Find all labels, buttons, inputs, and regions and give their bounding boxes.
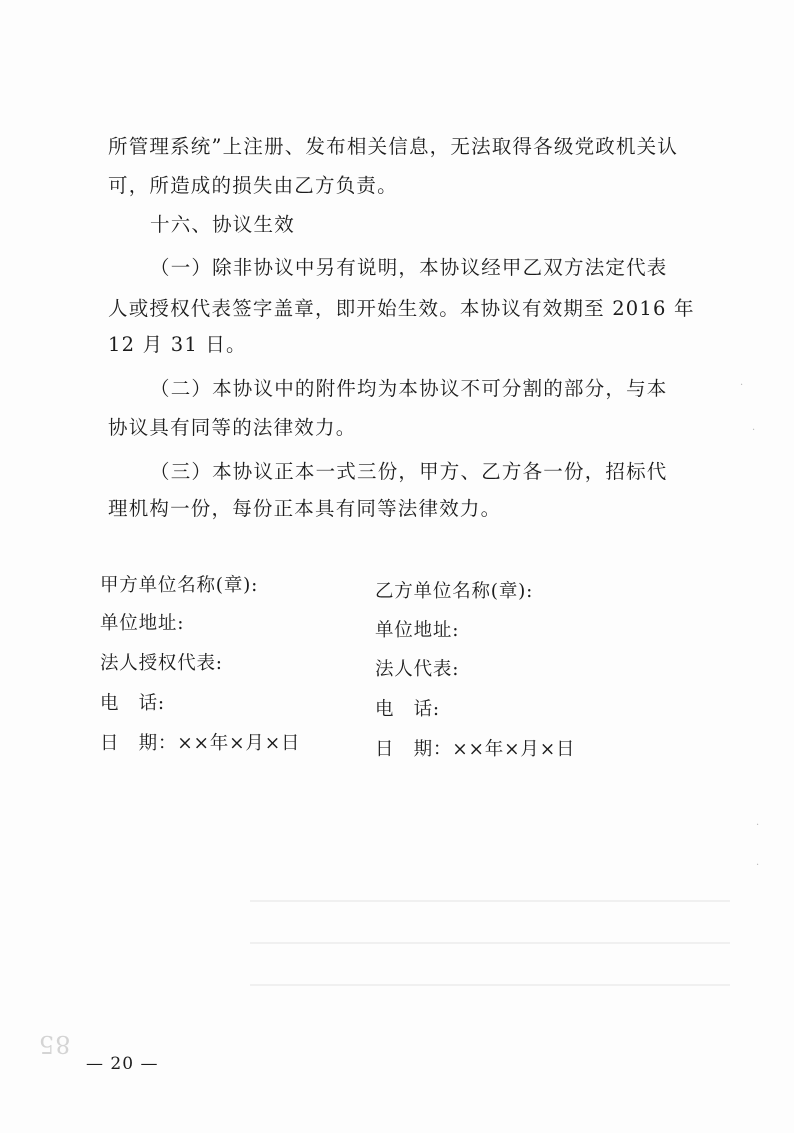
bleed-through-texture: [250, 900, 730, 1020]
faded-page-stamp: 85: [38, 1030, 71, 1058]
party-b-name: 乙方单位名称(章):: [375, 581, 534, 602]
party-a-phone: 电 话:: [100, 693, 165, 714]
clause-2-line-1: （二）本协议中的附件均为本协议不可分割的部分，与本: [150, 377, 668, 400]
section-heading: 十六、协议生效: [150, 213, 295, 236]
party-b-address: 单位地址:: [375, 620, 460, 641]
party-b-representative: 法人代表:: [375, 659, 460, 680]
scan-speck: ·: [740, 380, 744, 391]
scan-speck: ·: [752, 425, 756, 436]
party-a-name: 甲方单位名称(章):: [100, 575, 259, 596]
clause-3-line-2: 理机构一份，每份正本具有同等法律效力。: [108, 497, 502, 520]
party-a-date: 日 期：××年×月×日: [100, 733, 301, 754]
continued-line-1: 所管理系统”上注册、发布相关信息，无法取得各级党政机关认: [108, 135, 679, 158]
clause-1-line-2: 人或授权代表签字盖章，即开始生效。本协议有效期至 2016 年: [108, 297, 695, 320]
clause-1-line-3: 12 月 31 日。: [108, 333, 247, 356]
continued-line-2: 可，所造成的损失由乙方负责。: [108, 174, 398, 197]
party-b-phone: 电 话:: [375, 699, 440, 720]
party-a-address: 单位地址:: [100, 613, 185, 634]
party-b-date: 日 期：××年×月×日: [375, 739, 576, 760]
clause-1-line-1: （一）除非协议中另有说明，本协议经甲乙双方法定代表: [150, 256, 668, 279]
clause-2-line-2: 协议具有同等的法律效力。: [108, 416, 357, 439]
party-a-representative: 法人授权代表:: [100, 653, 223, 674]
scan-speck: ·: [756, 820, 760, 831]
page-number: — 20 —: [86, 1054, 159, 1074]
scan-speck: ·: [756, 860, 760, 871]
clause-3-line-1: （三）本协议正本一式三份，甲方、乙方各一份，招标代: [150, 460, 668, 483]
